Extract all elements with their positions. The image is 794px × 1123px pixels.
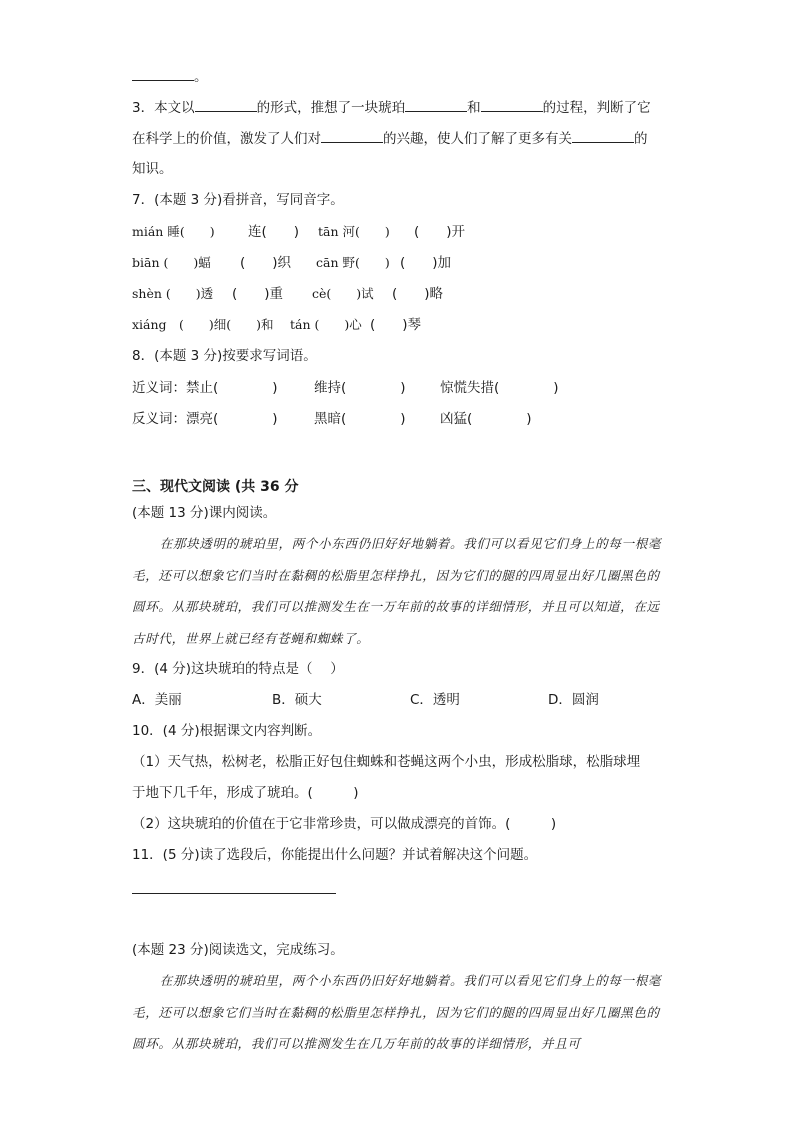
q10-statement-1: （1）天气热，松树老，松脂正好包住蜘蛛和苍蝇这两个小虫，形成松脂球，松脂球埋 xyxy=(132,754,641,770)
q10-statement-2[interactable]: （2）这块琥珀的价值在于它非常珍贵，可以做成漂亮的首饰。( ) xyxy=(132,816,557,832)
q11-text: 11．(5 分)读了选段后，你能提出什么问题？并试着解决这个问题。 xyxy=(132,847,538,863)
q7-cell[interactable]: 连( ) xyxy=(248,224,300,240)
q3-text: 的兴趣，使人们了解了更多有关 xyxy=(383,131,572,147)
q7-cell[interactable]: ( )重 xyxy=(232,286,284,302)
q9-text: 9．(4 分)这块琥珀的特点是（ ） xyxy=(132,661,344,677)
reading-passage-2: 在那块透明的琥珀里，两个小东西仍旧好好地躺着。我们可以看见它们身上的每一根毫毛，还可以想象它们当时在黏稠的松脂里怎样挣扎，因为它们的腿的四周显出好几圈黑色的圆环。从那块琥珀，我们可以推测发生在几万年前的故事的详细情形，并且可 xyxy=(132,973,662,1051)
q7-cell[interactable]: xiáng ( )细( )和 xyxy=(132,317,274,332)
antonym-item[interactable]: 反义词：漂亮( ) xyxy=(132,411,278,427)
q7-cell[interactable]: tān 河( ) xyxy=(318,224,390,239)
q7-cell[interactable]: cān 野( ) xyxy=(316,255,390,270)
synonym-item[interactable]: 近义词：禁止( ) xyxy=(132,380,278,396)
q7-cell[interactable]: ( )织 xyxy=(240,255,292,271)
q7-cell[interactable]: ( )加 xyxy=(400,255,452,271)
q3-text: 的过程，判断了它 xyxy=(542,100,651,116)
reading-passage-1: 在那块透明的琥珀里，两个小东西仍旧好好地躺着。我们可以看见它们身上的每一根毫毛，还可以想象它们当时在黏稠的松脂里怎样挣扎，因为它们的腿的四周显出好几圈黑色的圆环。从那块琥珀，我们可以推测发生在一万年前的故事的详细情形，并且可以知道，在远古时代，世界上就已经有苍蝇和蜘蛛了。 xyxy=(132,536,662,646)
period: 。 xyxy=(194,69,208,85)
answer-blank[interactable] xyxy=(572,128,634,143)
answer-line[interactable] xyxy=(132,893,336,894)
q3-text: 知识。 xyxy=(132,161,173,177)
q8-title: 8．(本题 3 分)按要求写词语。 xyxy=(132,348,317,364)
q7-cell[interactable]: biān ( )蝠 xyxy=(132,255,211,270)
q3-text: 和 xyxy=(467,100,481,116)
reading-intro-1: (本题 13 分)课内阅读。 xyxy=(132,505,277,521)
q7-cell[interactable]: mián 睡( ) xyxy=(132,224,215,239)
prev-answer-line xyxy=(132,66,208,87)
q10-text: 10．(4 分)根据课文内容判断。 xyxy=(132,723,322,739)
q9-option-a[interactable]: A．美丽 xyxy=(132,692,182,708)
q9-option-b[interactable]: B．硕大 xyxy=(272,692,322,708)
q3-text: 的 xyxy=(634,131,648,147)
answer-blank[interactable] xyxy=(405,97,467,112)
answer-blank[interactable] xyxy=(321,128,383,143)
q3-text: 的形式，推想了一块琥珀 xyxy=(256,100,406,116)
q10-statement-1-cont[interactable]: 于地下几千年，形成了琥珀。( ) xyxy=(132,785,359,801)
q7-cell[interactable]: ( )略 xyxy=(392,286,444,302)
q3-text: 在科学上的价值，激发了人们对 xyxy=(132,131,321,147)
q3-line-3 xyxy=(132,159,173,179)
q3-line-1 xyxy=(132,97,651,118)
q3-line-2 xyxy=(132,128,648,149)
answer-blank[interactable] xyxy=(132,66,194,81)
q7-title: 7．(本题 3 分)看拼音，写同音字。 xyxy=(132,192,344,208)
q7-cell[interactable]: ( )琴 xyxy=(370,317,422,333)
q7-cell[interactable]: cè( )试 xyxy=(312,286,374,301)
answer-blank[interactable] xyxy=(195,97,257,112)
antonym-item[interactable]: 凶猛( ) xyxy=(440,411,532,427)
antonym-item[interactable]: 黑暗( ) xyxy=(314,411,406,427)
q3-text: 3．本文以 xyxy=(132,100,195,116)
reading-intro-2: (本题 23 分)阅读选文，完成练习。 xyxy=(132,942,344,958)
synonym-item[interactable]: 维持( ) xyxy=(314,380,406,396)
q9-option-c[interactable]: C．透明 xyxy=(410,692,460,708)
q9-option-d[interactable]: D．圆润 xyxy=(548,692,599,708)
q7-cell[interactable]: shèn ( )透 xyxy=(132,286,214,301)
section-title: 三、现代文阅读 (共 36 分 xyxy=(132,479,299,495)
answer-blank[interactable] xyxy=(481,97,543,112)
q7-cell[interactable]: ( )开 xyxy=(414,224,466,240)
synonym-item[interactable]: 惊慌失措( ) xyxy=(440,380,559,396)
q7-cell[interactable]: tán ( )心 xyxy=(290,317,362,332)
